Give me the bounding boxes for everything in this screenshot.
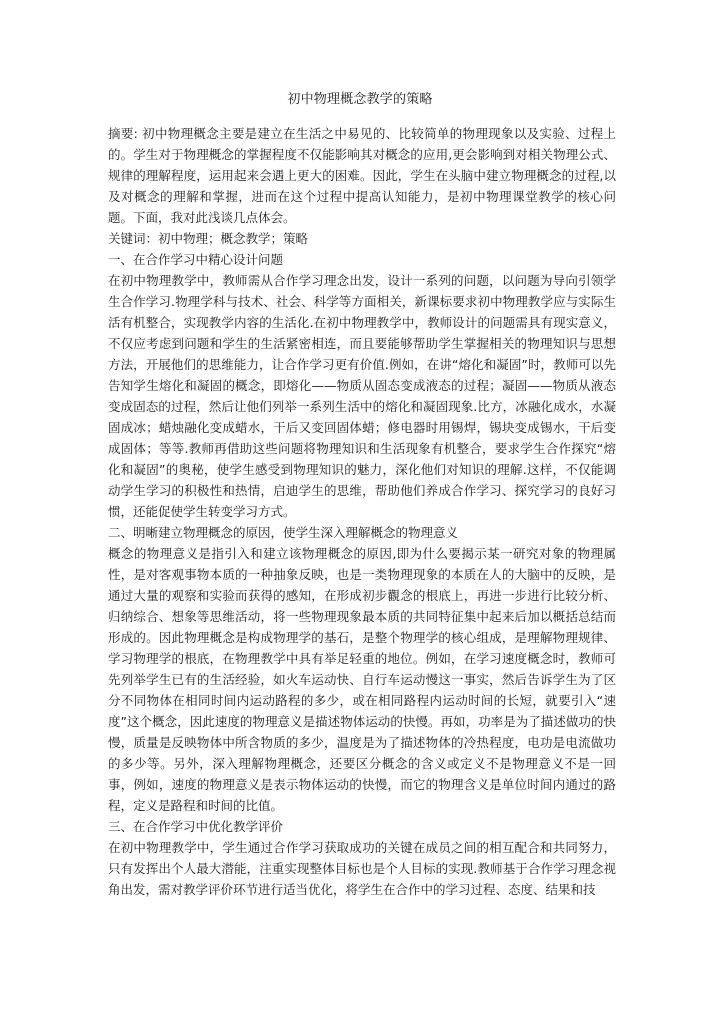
section-1-heading: 一、在合作学习中精心设计问题: [108, 252, 284, 267]
section-2-heading: 二、明晰建立物理概念的原因，使学生深入理解概念的物理意义: [108, 525, 459, 540]
section-3-heading: 三、在合作学习中优化教学评价: [108, 819, 284, 834]
abstract-paragraph: 摘要: 初中物理概念主要是建立在生活之中易见的、比较简单的物理现象以及实验、过程上的。学生对于物理概念的掌握程度不仅能影响其对概念的应用,更会影响到对相关物理公式、规律的理解程度，运用起来会遇上更大的困难。因此，学生在头脑中建立物理概念的过程,以及对概念的理解和掌握，进而在这个过程中提高认知能力，是初中物理课堂教学的核心问题。下面，我对此浅谈几点体会。: [108, 126, 616, 225]
keywords-line: 关键词：初中物理；概念教学；策略: [108, 231, 309, 246]
section-3-paragraph: 在初中物理教学中，学生通过合作学习获取成功的关键在成员之间的相互配合和共同努力，只有发挥出个人最大潜能，注重实现整体目标也是个人目标的实现.教师基于合作学习理念视角出发，需对教学评价环节进行适当优化，将学生在合作中的学习过程、态度、结果和技: [108, 840, 616, 897]
document-title: 初中物理概念教学的策略: [287, 92, 433, 107]
document-body: [108, 123, 616, 900]
section-2-paragraph: 概念的物理意义是指引入和建立该物理概念的原因,即为什么要揭示某一研究对象的物理属性，是对客观事物本质的一种抽象反映，也是一类物理现象的本质在人的大脑中的反映，是通过大量的观察和实验而获得的感知，在形成初步觀念的根底上，再进一步进行比较分析、归纳综合、想象等思维活动，将一些物理现象最本质的共同特征集中起来后加以概括总结而形成的。因此物理概念是构成物理学的基石，是整个物理学的核心组成，是理解物理规律、学习物理学的根底，在物理教学中具有举足轻重的地位。例如，在学习速度概念时，教师可先列举学生已有的生活经验，如火车运动快、自行车运动慢这一事实，然后告诉学生为了区分不同物体在相同时间内运动路程的多少，或在相同路程内运动时间的长短，就要引入“速度”这个概念，因此速度的物理意义是描述物体运动的快慢。再如，功率是为了描述做功的快慢，质量是反映物体中所含物质的多少，温度是为了描述物体的冷热程度，电功是电流做功的多少等。另外，深入理解物理概念，还要区分概念的含义或定义不是物理意义不是一回事，例如，速度的物理意义是表示物体运动的快慢，而它的物理含义是单位时间内通过的路程，定义是路程和时间的比值。: [108, 546, 616, 813]
section-1-paragraph: 在初中物理教学中，教师需从合作学习理念出发，设计一系列的问题，以问题为导向引领学生合作学习.物理学科与技术、社会、科学等方面相关，新课标要求初中物理教学应与实际生活有机整合，实现教学内容的生活化.在初中物理教学中，教师设计的问题需具有现实意义，不仅应考虑到问题和学生的生活紧密相连，而且要能够帮助学生掌握相关的物理知识与思想方法，开展他们的思维能力，让合作学习更有价值.例如，在讲“熔化和凝固”时，教师可以先告知学生熔化和凝固的概念，即熔化——物质从固态变成液态的过程；凝固——物质从液态变成固态的过程，然后让他们列举一系列生活中的熔化和凝固现象.比方，冰融化成水，水凝固成冰；蜡烛融化变成蜡水，干后又变回固体蜡；修电器时用锡焊，锡块变成锡水，干后变成固体；等等.教师再借助这些问题将物理知识和生活现象有机整合，要求学生合作探究“熔化和凝固”的奥秘，使学生感受到物理知识的魅力，深化他们对知识的理解.这样，不仅能调动学生学习的积极性和热情，启迪学生的思维，帮助他们养成合作学习、探究学习的良好习惯，还能促使学生转变学习方式。: [108, 273, 616, 519]
